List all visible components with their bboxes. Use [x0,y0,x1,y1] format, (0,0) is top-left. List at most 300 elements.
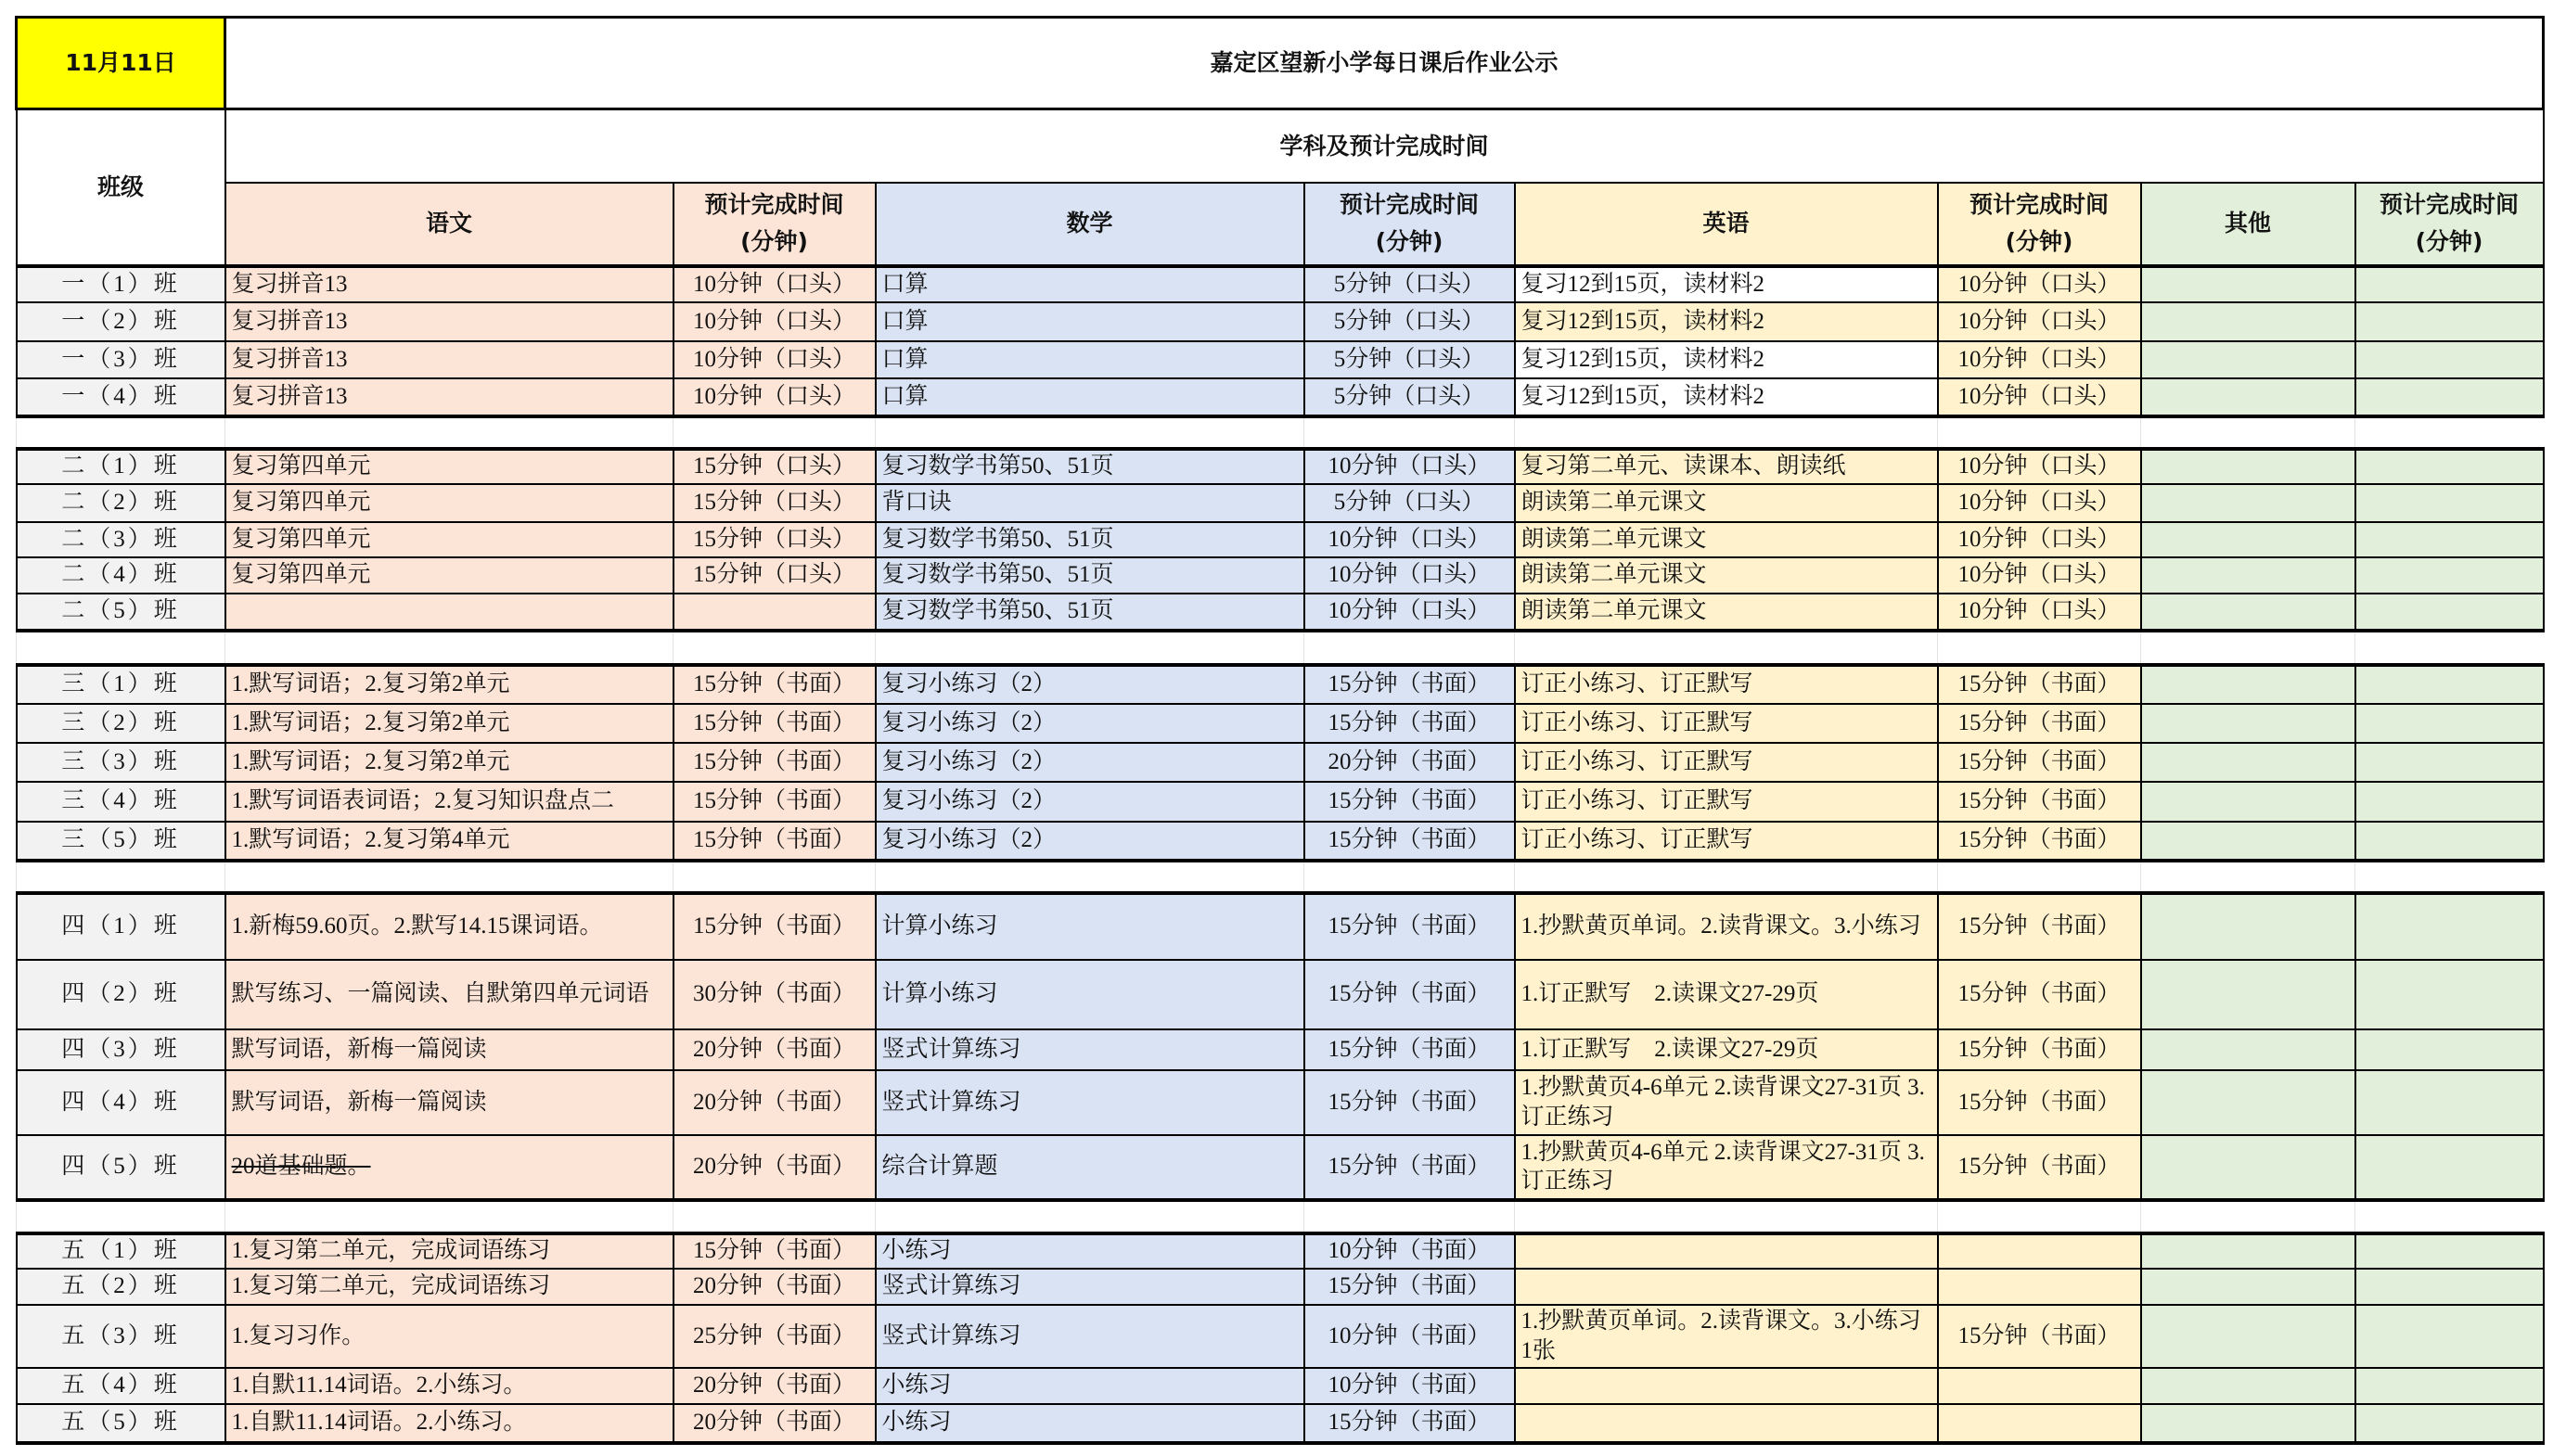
other-time-cell[interactable] [2355,1305,2544,1368]
chinese-homework-cell[interactable] [225,822,674,861]
empty-cell[interactable] [2355,1200,2544,1233]
english-time-text: 15分钟（书面） [1957,1036,2121,1062]
english-homework-cell[interactable] [1515,449,1938,484]
chinese-homework-cell[interactable] [225,449,674,484]
chinese-homework-cell[interactable] [225,378,674,416]
chinese-time-text: 20分钟（书面） [692,1373,855,1399]
math-time-cell[interactable] [1304,665,1515,704]
chinese-homework-cell[interactable] [225,1368,674,1404]
other-homework-cell[interactable] [2141,1029,2355,1070]
english-time-cell[interactable] [1938,341,2141,378]
other-homework-cell[interactable] [2141,704,2355,743]
english-time-text: 15分钟（书面） [1957,1089,2121,1115]
english-homework-text: 复习第二单元、读课本、朗读纸 [1520,453,1846,479]
english-homework-cell[interactable] [1515,1305,1938,1368]
class-text: 二（2）班 [61,490,180,516]
chinese-homework-cell[interactable] [225,557,674,594]
math-homework-cell[interactable] [876,302,1304,341]
chinese-time-cell[interactable] [674,665,876,704]
math-homework-cell[interactable] [876,1029,1304,1070]
english-time-cell[interactable] [1938,1368,2141,1404]
empty-cell[interactable] [1938,861,2141,893]
english-time-cell[interactable] [1938,378,2141,416]
english-time-cell[interactable] [1938,893,2141,960]
english-time-cell[interactable] [1938,266,2141,302]
math-homework-text: 复习小练习（2） [881,748,1057,774]
empty-cell[interactable] [1515,631,1938,665]
math-time-text: 10分钟（口头） [1328,598,1491,624]
empty-cell[interactable] [17,1200,225,1233]
chinese-homework-text: 复习第四单元 [231,526,371,552]
other-homework-cell[interactable] [2141,743,2355,782]
other-homework-cell[interactable] [2141,893,2355,960]
other-time-cell[interactable] [2355,665,2544,704]
english-homework-cell[interactable] [1515,893,1938,960]
math-time-cell[interactable] [1304,1269,1515,1305]
class-cell[interactable] [17,704,225,743]
chinese-homework-cell[interactable] [225,341,674,378]
math-homework-cell[interactable] [876,522,1304,557]
other-homework-cell[interactable] [2141,1368,2355,1404]
chinese-time-text: 10分钟（口头） [692,346,855,372]
math-time-cell[interactable] [1304,1404,1515,1443]
class-cell[interactable] [17,822,225,861]
other-time-cell[interactable] [2355,1070,2544,1135]
english-homework-text: 订正小练习、订正默写 [1520,671,1753,697]
other-homework-cell[interactable] [2141,557,2355,594]
math-time-text: 5分钟（口头） [1333,383,1485,409]
math-time-cell[interactable] [1304,557,1515,594]
math-homework-cell[interactable] [876,378,1304,416]
other-time-cell[interactable] [2355,1029,2544,1070]
class-cell[interactable] [17,1029,225,1070]
english-time-cell[interactable] [1938,1070,2141,1135]
empty-cell[interactable] [225,416,674,449]
math-homework-cell[interactable] [876,449,1304,484]
english-time-cell[interactable] [1938,1233,2141,1269]
math-homework-cell[interactable] [876,594,1304,631]
empty-cell[interactable] [1938,1200,2141,1233]
class-cell[interactable] [17,1070,225,1135]
empty-cell[interactable] [225,631,674,665]
chinese-time-cell[interactable] [674,594,876,631]
class-cell[interactable] [17,557,225,594]
empty-cell[interactable] [225,861,674,893]
math-homework-cell[interactable] [876,960,1304,1029]
chinese-homework-cell[interactable] [225,1029,674,1070]
other-homework-cell[interactable] [2141,594,2355,631]
table-row [17,1305,2544,1368]
other-time-cell[interactable] [2355,782,2544,822]
class-cell[interactable] [17,341,225,378]
english-homework-cell[interactable] [1515,341,1938,378]
empty-cell[interactable] [876,861,1304,893]
chinese-homework-cell[interactable] [225,743,674,782]
other-homework-cell[interactable] [2141,484,2355,522]
math-time-cell[interactable] [1304,1029,1515,1070]
english-time-cell[interactable] [1938,302,2141,341]
chinese-time-cell[interactable] [674,960,876,1029]
other-time-cell[interactable] [2355,1269,2544,1305]
math-time-cell[interactable] [1304,822,1515,861]
chinese-time-text: 10分钟（口头） [692,383,855,409]
chinese-time-cell[interactable] [674,1070,876,1135]
english-homework-cell[interactable] [1515,1070,1938,1135]
math-time-cell[interactable] [1304,522,1515,557]
chinese-time-cell[interactable] [674,1404,876,1443]
math-time-cell[interactable] [1304,704,1515,743]
english-time-cell[interactable] [1938,522,2141,557]
english-homework-cell[interactable] [1515,378,1938,416]
other-time-cell[interactable] [2355,266,2544,302]
other-homework-cell[interactable] [2141,378,2355,416]
chinese-time-cell[interactable] [674,266,876,302]
other-homework-cell[interactable] [2141,822,2355,861]
math-homework-cell[interactable] [876,743,1304,782]
english-time-cell[interactable] [1938,665,2141,704]
empty-cell[interactable] [674,631,876,665]
english-time-text: 10分钟（口头） [1957,490,2121,516]
english-homework-cell[interactable] [1515,665,1938,704]
chinese-homework-cell[interactable] [225,1070,674,1135]
chinese-homework-cell[interactable] [225,1233,674,1269]
chinese-homework-text: 20道基础题。 [231,1154,371,1180]
class-text: 四（1）班 [61,913,180,939]
other-homework-cell[interactable] [2141,449,2355,484]
empty-cell[interactable] [1515,861,1938,893]
chinese-homework-cell[interactable] [225,1404,674,1443]
math-time-cell[interactable] [1304,743,1515,782]
math-time-cell[interactable] [1304,302,1515,341]
date-cell[interactable]: 11月11日 [17,18,225,109]
empty-cell[interactable] [1938,631,2141,665]
chinese-homework-cell[interactable] [225,665,674,704]
chinese-time-cell[interactable] [674,1305,876,1368]
class-cell[interactable] [17,594,225,631]
english-homework-cell[interactable] [1515,1404,1938,1443]
english-time-cell[interactable] [1938,1404,2141,1443]
math-time-cell[interactable] [1304,266,1515,302]
english-time-cell[interactable] [1938,743,2141,782]
chinese-time-cell[interactable] [674,522,876,557]
other-time-cell[interactable] [2355,557,2544,594]
other-time-cell[interactable] [2355,378,2544,416]
math-homework-text: 口算 [881,271,929,297]
english-time-cell[interactable] [1938,704,2141,743]
math-homework-cell[interactable] [876,341,1304,378]
class-cell[interactable] [17,743,225,782]
math-homework-text: 复习数学书第50、51页 [881,598,1114,624]
chinese-time-cell[interactable] [674,378,876,416]
english-homework-cell[interactable] [1515,1029,1938,1070]
class-cell[interactable] [17,1368,225,1404]
empty-cell[interactable] [1515,416,1938,449]
other-homework-cell[interactable] [2141,1305,2355,1368]
chinese-homework-cell[interactable] [225,1269,674,1305]
other-time-cell[interactable] [2355,704,2544,743]
math-homework-cell[interactable] [876,822,1304,861]
empty-cell[interactable] [1938,416,2141,449]
empty-cell[interactable] [17,861,225,893]
other-time-cell[interactable] [2355,302,2544,341]
empty-cell[interactable] [1304,631,1515,665]
time-label: 预计完成时间 [2380,191,2520,218]
class-cell[interactable] [17,1269,225,1305]
class-cell[interactable] [17,266,225,302]
english-time-header[interactable] [1938,183,2141,266]
empty-cell[interactable] [17,631,225,665]
english-homework-cell[interactable] [1515,484,1938,522]
english-homework-cell[interactable] [1515,782,1938,822]
english-homework-cell[interactable] [1515,822,1938,861]
empty-cell[interactable] [876,416,1304,449]
english-homework-cell[interactable] [1515,960,1938,1029]
other-time-cell[interactable] [2355,522,2544,557]
english-homework-cell[interactable] [1515,302,1938,341]
other-time-cell[interactable] [2355,594,2544,631]
class-cell[interactable] [17,302,225,341]
subjects-header[interactable]: 学科及预计完成时间 [225,109,2544,183]
other-time-cell[interactable] [2355,1135,2544,1200]
class-cell[interactable] [17,893,225,960]
english-time-cell[interactable] [1938,1305,2141,1368]
other-homework-cell[interactable] [2141,522,2355,557]
other-time-cell[interactable] [2355,1233,2544,1269]
chinese-time-cell[interactable] [674,822,876,861]
other-time-cell[interactable] [2355,341,2544,378]
chinese-homework-cell[interactable] [225,704,674,743]
other-time-cell[interactable] [2355,484,2544,522]
math-time-text: 5分钟（口头） [1333,346,1485,372]
group-spacer-row [17,416,2544,449]
class-cell[interactable] [17,484,225,522]
empty-cell[interactable] [2141,861,2355,893]
math-homework-text: 竖式计算练习 [881,1089,1021,1115]
empty-cell[interactable] [674,861,876,893]
class-text: 一（1）班 [61,271,180,297]
math-homework-cell[interactable] [876,1070,1304,1135]
empty-cell[interactable] [2355,631,2544,665]
other-time-cell[interactable] [2355,893,2544,960]
math-time-cell[interactable] [1304,1368,1515,1404]
chinese-homework-cell[interactable] [225,302,674,341]
math-time-cell[interactable] [1304,782,1515,822]
chinese-time-cell[interactable] [674,1368,876,1404]
class-text: 二（5）班 [61,598,180,624]
other-homework-cell[interactable] [2141,960,2355,1029]
chinese-homework-cell[interactable] [225,960,674,1029]
chinese-time-text: 15分钟（书面） [692,788,855,814]
empty-cell[interactable] [2141,416,2355,449]
math-homework-text: 口算 [881,308,929,334]
math-homework-cell[interactable] [876,1135,1304,1200]
chinese-time-cell[interactable] [674,893,876,960]
chinese-time-cell[interactable] [674,557,876,594]
math-homework-text: 竖式计算练习 [881,1036,1021,1062]
empty-cell[interactable] [1304,861,1515,893]
english-homework-text: 复习12到15页，读材料2 [1520,383,1765,409]
math-time-cell[interactable] [1304,893,1515,960]
empty-cell[interactable] [2141,1200,2355,1233]
empty-cell[interactable] [2355,861,2544,893]
english-time-cell[interactable] [1938,594,2141,631]
chinese-time-cell[interactable] [674,1135,876,1200]
math-time-cell[interactable] [1304,341,1515,378]
chinese-homework-cell[interactable] [225,594,674,631]
english-homework-text: 复习12到15页，读材料2 [1520,308,1765,334]
class-cell[interactable] [17,378,225,416]
chinese-time-cell[interactable] [674,743,876,782]
other-time-cell[interactable] [2355,960,2544,1029]
english-homework-cell[interactable] [1515,704,1938,743]
empty-cell[interactable] [1304,1200,1515,1233]
english-time-text: 15分钟（书面） [1957,748,2121,774]
chinese-homework-cell[interactable] [225,782,674,822]
empty-cell[interactable] [2355,416,2544,449]
class-cell[interactable] [17,665,225,704]
english-time-cell[interactable] [1938,1269,2141,1305]
math-time-cell[interactable] [1304,1233,1515,1269]
english-time-cell[interactable] [1938,1135,2141,1200]
chinese-homework-cell[interactable] [225,893,674,960]
empty-cell[interactable] [876,1200,1304,1233]
math-time-header[interactable] [1304,183,1515,266]
math-homework-cell[interactable] [876,1305,1304,1368]
math-homework-cell[interactable] [876,484,1304,522]
english-time-cell[interactable] [1938,782,2141,822]
other-homework-cell[interactable] [2141,1135,2355,1200]
other-homework-cell[interactable] [2141,1070,2355,1135]
other-time-cell[interactable] [2355,822,2544,861]
other-homework-cell[interactable] [2141,1233,2355,1269]
other-time-cell[interactable] [2355,449,2544,484]
math-homework-cell[interactable] [876,665,1304,704]
class-cell[interactable] [17,1233,225,1269]
chinese-time-cell[interactable] [674,704,876,743]
other-time-cell[interactable] [2355,743,2544,782]
english-time-cell[interactable] [1938,960,2141,1029]
english-homework-cell[interactable] [1515,743,1938,782]
english-header[interactable]: 英语 [1515,183,1938,266]
math-homework-cell[interactable] [876,1404,1304,1443]
math-homework-text: 综合计算题 [881,1154,998,1180]
chinese-homework-cell[interactable] [225,266,674,302]
math-homework-cell[interactable] [876,557,1304,594]
empty-cell[interactable] [876,631,1304,665]
class-cell[interactable] [17,1135,225,1200]
other-homework-cell[interactable] [2141,782,2355,822]
chinese-time-header[interactable] [674,183,876,266]
other-homework-cell[interactable] [2141,665,2355,704]
math-time-cell[interactable] [1304,1070,1515,1135]
class-cell[interactable] [17,1404,225,1443]
chinese-time-text: 15分钟（口头） [692,453,855,479]
english-homework-cell[interactable] [1515,1368,1938,1404]
empty-cell[interactable] [1515,1200,1938,1233]
english-homework-cell[interactable] [1515,557,1938,594]
english-homework-cell[interactable] [1515,1233,1938,1269]
chinese-time-cell[interactable] [674,1029,876,1070]
empty-cell[interactable] [674,1200,876,1233]
other-homework-cell[interactable] [2141,1269,2355,1305]
math-header[interactable]: 数学 [876,183,1304,266]
english-homework-cell[interactable] [1515,1269,1938,1305]
class-cell[interactable] [17,782,225,822]
math-homework-cell[interactable] [876,704,1304,743]
chinese-time-cell[interactable] [674,782,876,822]
math-time-cell[interactable] [1304,378,1515,416]
other-time-cell[interactable] [2355,1404,2544,1443]
english-homework-cell[interactable] [1515,266,1938,302]
english-homework-cell[interactable] [1515,594,1938,631]
chinese-homework-cell[interactable] [225,522,674,557]
english-time-cell[interactable] [1938,822,2141,861]
class-cell[interactable] [17,449,225,484]
math-time-cell[interactable] [1304,1135,1515,1200]
class-cell[interactable] [17,522,225,557]
math-homework-cell[interactable] [876,1233,1304,1269]
english-homework-cell[interactable] [1515,522,1938,557]
chinese-time-cell[interactable] [674,1233,876,1269]
math-time-cell[interactable] [1304,594,1515,631]
other-homework-cell[interactable] [2141,302,2355,341]
class-text: 三（3）班 [61,748,180,774]
other-header[interactable]: 其他 [2141,183,2355,266]
chinese-homework-cell[interactable] [225,1135,674,1200]
math-homework-cell[interactable] [876,266,1304,302]
english-time-cell[interactable] [1938,1029,2141,1070]
math-time-cell[interactable] [1304,484,1515,522]
other-time-cell[interactable] [2355,1368,2544,1404]
math-homework-cell[interactable] [876,1269,1304,1305]
chinese-homework-cell[interactable] [225,484,674,522]
chinese-time-cell[interactable] [674,341,876,378]
class-column-header[interactable]: 班级 [17,109,225,266]
english-time-cell[interactable] [1938,449,2141,484]
english-time-cell[interactable] [1938,484,2141,522]
other-time-header[interactable] [2355,183,2544,266]
chinese-header[interactable]: 语文 [225,183,674,266]
empty-cell[interactable] [2141,631,2355,665]
class-cell[interactable] [17,1305,225,1368]
english-homework-cell[interactable] [1515,1135,1938,1200]
english-time-cell[interactable] [1938,557,2141,594]
chinese-time-cell[interactable] [674,1269,876,1305]
chinese-time-cell[interactable] [674,484,876,522]
other-homework-cell[interactable] [2141,341,2355,378]
other-homework-cell[interactable] [2141,1404,2355,1443]
chinese-homework-text: 1.复习第二单元，完成词语练习 [231,1238,551,1264]
math-homework-cell[interactable] [876,1368,1304,1404]
math-time-cell[interactable] [1304,1305,1515,1368]
chinese-homework-cell[interactable] [225,1305,674,1368]
chinese-time-cell[interactable] [674,302,876,341]
table-row [17,378,2544,416]
empty-cell[interactable] [17,416,225,449]
page-title[interactable]: 嘉定区望新小学每日课后作业公示 [225,18,2544,109]
math-homework-cell[interactable] [876,893,1304,960]
math-time-cell[interactable] [1304,449,1515,484]
chinese-time-cell[interactable] [674,449,876,484]
math-homework-cell[interactable] [876,782,1304,822]
empty-cell[interactable] [1304,416,1515,449]
class-text: 一（3）班 [61,346,180,372]
class-cell[interactable] [17,960,225,1029]
other-homework-cell[interactable] [2141,266,2355,302]
empty-cell[interactable] [674,416,876,449]
empty-cell[interactable] [225,1200,674,1233]
math-time-cell[interactable] [1304,960,1515,1029]
